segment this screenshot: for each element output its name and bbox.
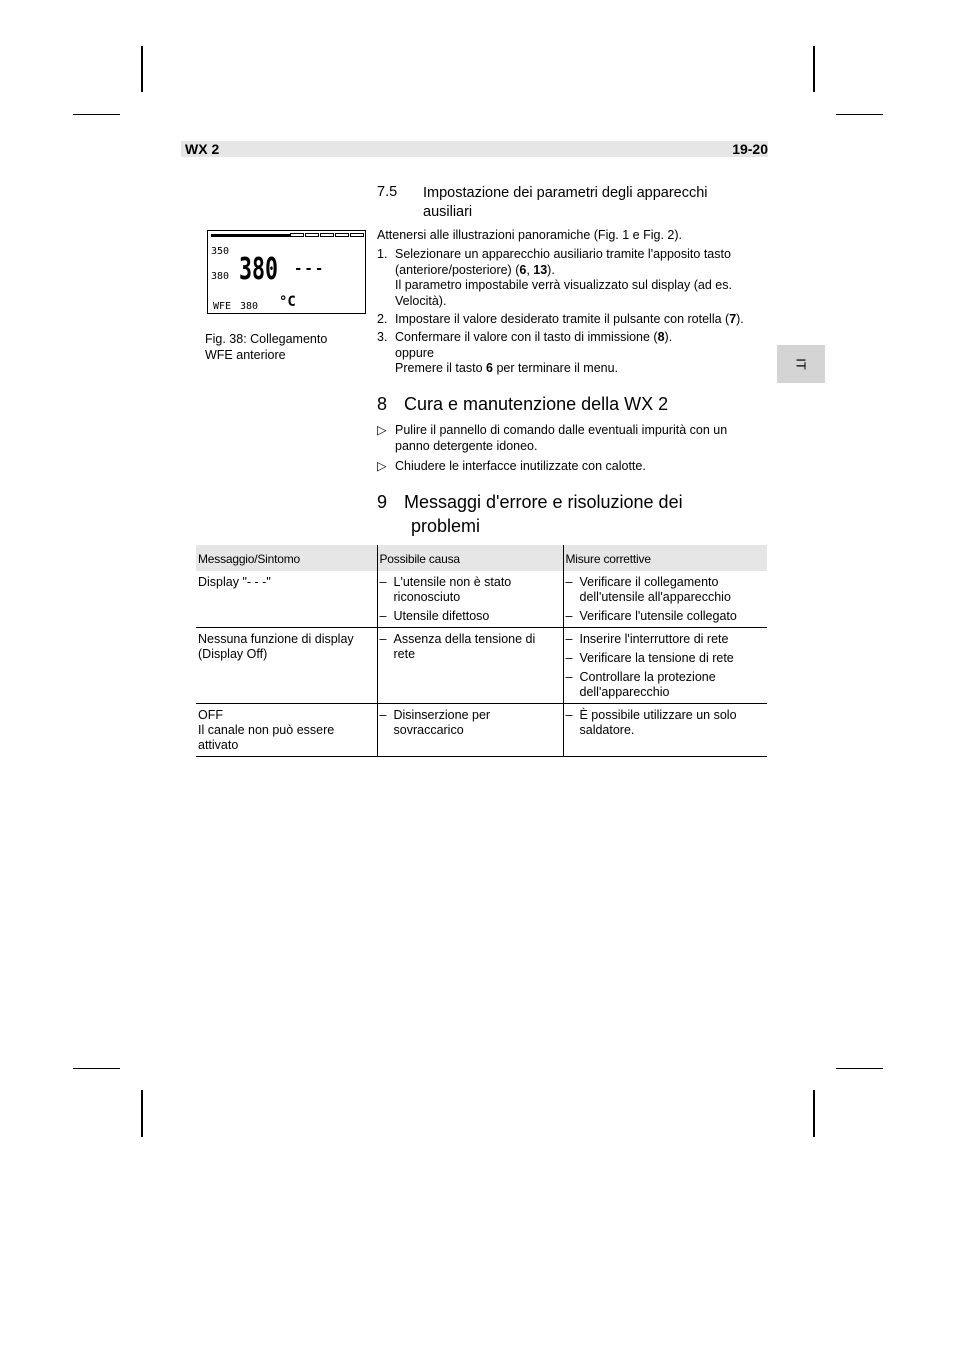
bullet-triangle-icon: ▷ [377, 459, 387, 473]
lcd-actual-value: 380 [211, 271, 230, 282]
section-7-5-intro: Attenersi alle illustrazioni panoramiche (Fig. 1 e Fig. 2). [377, 228, 682, 242]
section-title-line: problemi [411, 516, 481, 536]
symptom-cell: OFF Il canale non può essere attivato [196, 704, 377, 757]
error-table [196, 545, 767, 757]
section-9-title [404, 490, 683, 538]
figure-caption [205, 331, 365, 363]
section-8-number: 8 [377, 394, 388, 414]
lcd-bar-segment [305, 233, 319, 237]
step-line: Il parametro impostabile verrà visualizzato sul display (ad es. [395, 278, 732, 292]
section-title-line: ausiliari [423, 204, 473, 220]
remedy-cell: – Inserire l'interruttore di rete – Verificare la tensione di rete – Controllare la protezione dell'apparecchio [563, 628, 767, 704]
step-2: Impostare il valore desiderato tramite il pulsante con rotella (7). [395, 312, 744, 326]
column-header: Misure correttive [563, 545, 767, 571]
table-row [196, 628, 767, 704]
language-tab-label: IT [793, 358, 809, 370]
crop-mark [141, 1090, 143, 1137]
bullet-line: Pulire il pannello di comando dalle eventuali impurità con un [395, 423, 728, 437]
section-7-5-title [423, 184, 763, 222]
section-7-5-number: 7.5 [377, 184, 398, 200]
step-3 [395, 330, 765, 377]
crop-mark [141, 46, 143, 92]
step-number: 2. [377, 312, 388, 326]
crop-mark [836, 1068, 883, 1069]
step-line: oppure [395, 345, 434, 360]
figure-caption-line: Fig. 38: Collegamento [205, 332, 328, 346]
remedy-cell: – È possibile utilizzare un solo saldatore. [563, 704, 767, 757]
column-header: Possibile causa [377, 545, 563, 571]
step-number: 1. [377, 247, 388, 261]
section-title-line: Messaggi d'errore e risoluzione dei [404, 492, 683, 512]
table-row [196, 704, 767, 757]
lcd-bar-segment [290, 233, 304, 237]
lcd-dashes: --- [294, 261, 326, 277]
crop-mark [813, 1090, 815, 1137]
table-row [196, 571, 767, 628]
symptom-cell: Nessuna funzione di display (Display Off) [196, 628, 377, 704]
section-8-title: Cura e manutenzione della WX 2 [404, 394, 669, 414]
crop-mark [836, 114, 883, 115]
lcd-progress-bar [211, 234, 290, 237]
column-header: Messaggio/Sintomo [196, 545, 377, 571]
symptom-cell: Display "- - -" [196, 571, 377, 628]
step-1 [395, 247, 765, 309]
step-line: Velocità). [395, 293, 447, 308]
step-line: Selezionare un apparecchio ausiliario tramite l'apposito tasto [395, 247, 731, 261]
step-line: Premere il tasto 6 per terminare il menu. [395, 361, 619, 375]
bullet-item [395, 423, 765, 454]
lcd-unit: °C [279, 294, 296, 310]
page-header-bar [181, 141, 768, 157]
lcd-main-temperature: 380 [239, 252, 279, 287]
cause-cell: – L'utensile non è stato riconosciuto – Utensile difettoso [377, 571, 563, 628]
crop-mark [813, 46, 815, 92]
bullet-line: Chiudere le interfacce inutilizzate con calotte. [395, 459, 646, 473]
lcd-wfe-value: 380 [240, 301, 259, 312]
cause-cell: – Assenza della tensione di rete [377, 628, 563, 704]
step-line: Confermare il valore con il tasto di immissione (8). [395, 330, 673, 344]
lcd-bar-segment [320, 233, 334, 237]
lcd-display-figure [207, 230, 366, 314]
lcd-setpoint-value: 350 [211, 246, 230, 257]
lcd-bar-segment [350, 233, 364, 237]
lcd-bar-segment [335, 233, 349, 237]
crop-mark [73, 1068, 120, 1069]
language-tab [777, 345, 825, 383]
step-line: (anteriore/posteriore) (6, 13). [395, 262, 555, 277]
lcd-wfe-label: WFE [213, 301, 232, 312]
bullet-item [395, 459, 765, 475]
section-title-line: Impostazione dei parametri degli apparecchi [423, 185, 708, 201]
section-9-number: 9 [377, 492, 388, 512]
remedy-cell: – Verificare il collegamento dell'utensile all'apparecchio – Verificare l'utensile collegato [563, 571, 767, 628]
header-model: WX 2 [185, 141, 220, 157]
bullet-triangle-icon: ▷ [377, 423, 387, 437]
figure-caption-line: WFE anteriore [205, 348, 286, 362]
header-page-number: 19-20 [732, 141, 768, 157]
bullet-line: panno detergente idoneo. [395, 438, 538, 453]
crop-mark [73, 114, 120, 115]
step-number: 3. [377, 330, 388, 344]
cause-cell: – Disinserzione per sovraccarico [377, 704, 563, 757]
